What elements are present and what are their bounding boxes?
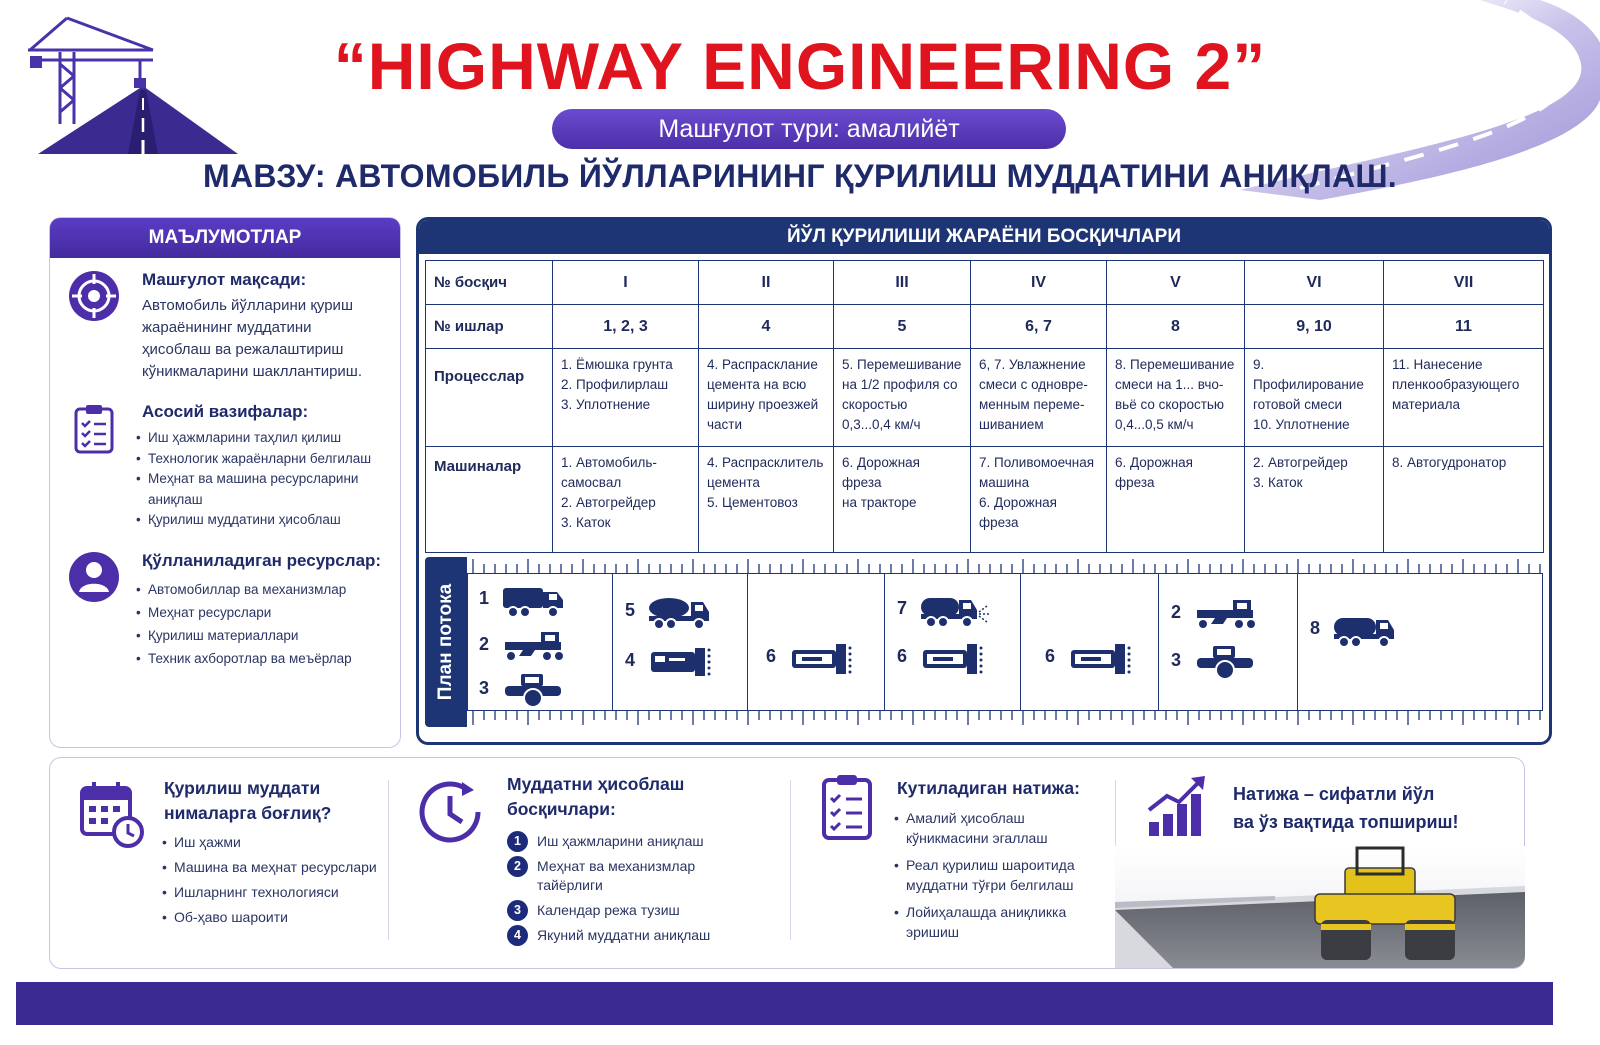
depends-title-line: нималарга боғлиқ? — [164, 803, 332, 823]
list-item — [507, 901, 777, 920]
flow-cell — [748, 574, 885, 710]
info-panel — [49, 217, 401, 748]
table-row-processes — [426, 349, 1544, 447]
list-item: • Иш ҳажми — [162, 830, 387, 855]
list-item — [507, 832, 777, 851]
works-cell: 5 — [834, 305, 971, 349]
stage-cell: II — [699, 261, 834, 305]
steps-title — [507, 772, 684, 822]
step-number-badge: 2 — [507, 856, 528, 877]
processes-cell — [1384, 349, 1544, 447]
list-item — [507, 926, 777, 945]
cement-truck-icon — [647, 594, 719, 632]
flow-plan — [425, 557, 1543, 727]
result-section — [1115, 758, 1525, 968]
row-header-processes: Процесслар — [426, 349, 553, 447]
goal-text — [142, 295, 392, 383]
processes-text: 11. Нанесение пленкообразующего материала — [1392, 357, 1520, 412]
stage-cell: VII — [1384, 261, 1544, 305]
timeline-ruler-top — [467, 557, 1543, 573]
checklist-icon — [814, 772, 886, 844]
stages-table — [425, 260, 1544, 553]
list-item: • Технологик жараёнларни белгилаш — [136, 449, 401, 470]
machine-number: 3 — [1171, 650, 1182, 670]
tasks-list — [136, 428, 401, 531]
processes-text: 6, 7. Увлажнение смеси с одновре- менным переме- шиванием — [979, 357, 1088, 432]
main-title: “HIGHWAY ENGINEERING 2” — [333, 29, 1267, 103]
tasks-section — [68, 402, 388, 532]
step-number-badge: 3 — [507, 900, 528, 921]
processes-cell — [553, 349, 699, 447]
stages-heading: ЙЎЛ ҚУРИЛИШИ ЖАРАЁНИ БОСҚИЧЛАРИ — [419, 220, 1549, 254]
list-item — [894, 902, 1109, 942]
list-item — [507, 857, 777, 895]
flow-cell — [1021, 574, 1159, 710]
result-title-line: Натижа – сифатли йўл — [1233, 784, 1435, 804]
topic-heading: МАВЗУ: АВТОМОБИЛЬ ЙЎЛЛАРИНИНГ ҚУРИЛИШ МУДДАТИНИ АНИҚЛАШ. — [202, 158, 1398, 194]
grader-icon — [501, 628, 573, 666]
road-roller-photo — [1115, 846, 1525, 968]
expected-text: • Реал қурилиш шароитида муддатни тўғри белгилаш — [906, 857, 1075, 893]
processes-text: 8. Перемешивание смеси на 1... вчо- вьё со скоростью 0,4...0,5 км/ч — [1115, 357, 1235, 432]
step-number-badge: 1 — [507, 831, 528, 852]
watering-truck-icon — [919, 592, 991, 630]
tasks-title: Асосий вазифалар: — [142, 402, 309, 421]
goal-line: Автомобиль йўлларини қуриш — [142, 297, 353, 314]
processes-cell — [834, 349, 971, 447]
works-cell: 1, 2, 3 — [553, 305, 699, 349]
section-divider — [388, 780, 389, 940]
step-number-badge: 4 — [507, 925, 528, 946]
machine-number: 7 — [897, 598, 908, 618]
processes-cell — [699, 349, 834, 447]
machines-cell — [1245, 447, 1384, 553]
list-item: • Техник ахборотлар ва меъёрлар — [136, 647, 401, 670]
machines-text: 2. Автогрейдер 3. Каток — [1253, 455, 1348, 490]
resources-title: Қўлланиладиган ресурслар: — [142, 551, 382, 570]
expected-text: • Амалий ҳисоблаш кўникмасини эгаллаш — [906, 810, 1048, 846]
list-item: • Машина ва меҳнат ресурслари — [162, 855, 387, 880]
roller-icon — [1193, 644, 1265, 682]
list-item: • Автомобиллар ва механизмлар — [136, 578, 401, 601]
step-text: Меҳнат ва механизмлар тайёрлиги — [537, 858, 696, 893]
flow-plan-label-text: План потока — [435, 583, 456, 701]
list-item: • Қурилиш материаллари — [136, 624, 401, 647]
works-cell: 8 — [1107, 305, 1245, 349]
steps-section — [390, 758, 790, 968]
list-item: • Қурилиш муддатини ҳисоблаш — [136, 510, 401, 531]
grader-icon — [1193, 596, 1265, 634]
table-row-stage — [426, 261, 1544, 305]
road-mill-icon — [919, 640, 991, 678]
list-item: • Меҳнат ва машина ресурсларини аниқлаш — [136, 469, 401, 510]
flow-cells — [467, 573, 1543, 711]
stage-cell: VI — [1245, 261, 1384, 305]
resources-list — [136, 578, 401, 670]
depends-list — [162, 830, 387, 930]
machines-cell — [971, 447, 1107, 553]
list-item — [894, 808, 1109, 848]
clipboard-checklist-icon — [68, 402, 120, 454]
stage-cell: IV — [971, 261, 1107, 305]
works-cell: 4 — [699, 305, 834, 349]
machines-text: 8. Автогудронатор — [1392, 455, 1507, 470]
stage-cell: I — [553, 261, 699, 305]
machine-number: 6 — [897, 646, 908, 666]
machines-cell — [1107, 447, 1245, 553]
processes-text: 1. Ёмюшка грунта 2. Профилирлаш 3. Уплотнение — [561, 357, 673, 412]
machines-text: 1. Автомобиль- самосвал 2. Автогрейдер 3. Каток — [561, 455, 657, 530]
machines-text: 7. Поливомоечная машина 6. Дорожная фреза — [979, 455, 1095, 530]
expected-title: Кутиладиган натижа: — [897, 778, 1080, 798]
machines-cell — [553, 447, 699, 553]
dump-truck-icon — [501, 582, 573, 620]
tanker-truck-icon — [1332, 612, 1404, 650]
lesson-type-badge: Машғулот тури: амалийёт — [552, 109, 1066, 149]
machine-number: 1 — [479, 588, 490, 608]
summary-panel — [49, 757, 1525, 969]
expected-section — [790, 758, 1115, 968]
processes-cell — [1107, 349, 1245, 447]
depends-title-line: Қурилиш муддати — [164, 778, 321, 798]
list-item — [894, 855, 1109, 895]
flow-cell — [467, 574, 613, 710]
road-mill-icon — [788, 640, 860, 678]
expected-list — [894, 808, 1109, 942]
goal-line: ҳисоблаш ва режалаштириш — [142, 341, 344, 358]
machines-text: 6. Дорожная фреза на тракторе — [842, 455, 920, 510]
user-icon — [68, 551, 120, 603]
steps-title-line: Муддатни ҳисоблаш — [507, 774, 685, 794]
machines-text: 6. Дорожная фреза — [1115, 455, 1193, 490]
row-header-works: № ишлар — [426, 305, 553, 349]
growth-chart-icon — [1145, 774, 1209, 840]
machine-number: 3 — [479, 678, 490, 698]
machine-number: 5 — [625, 600, 636, 620]
row-header-stage: № босқич — [426, 261, 553, 305]
flow-cell — [1298, 574, 1458, 710]
step-text: Календар режа тузиш — [537, 902, 680, 918]
goal-title: Машғулот мақсади: — [142, 270, 307, 289]
machines-cell — [699, 447, 834, 553]
machine-number: 8 — [1310, 618, 1321, 638]
works-cell: 6, 7 — [971, 305, 1107, 349]
steps-list — [507, 832, 777, 951]
road-mill-icon — [1067, 640, 1139, 678]
clock-icon — [416, 776, 488, 848]
step-text: Якуний муддатни аниқлаш — [537, 927, 711, 943]
result-title — [1233, 780, 1459, 836]
goal-line: жараёнининг муддатини — [142, 319, 312, 336]
target-icon — [68, 270, 120, 322]
flow-cell — [885, 574, 1021, 710]
flow-cell — [613, 574, 748, 710]
roller-icon — [501, 672, 573, 710]
goal-section — [68, 270, 388, 380]
list-item: • Иш ҳажмларини таҳлил қилиш — [136, 428, 401, 449]
works-cell: 11 — [1384, 305, 1544, 349]
expected-text: • Лойиҳалашда аниқликка эришиш — [906, 904, 1067, 940]
machine-number: 4 — [625, 650, 636, 670]
machines-cell — [1384, 447, 1544, 553]
depends-title — [164, 776, 331, 826]
list-item: • Об-ҳаво шароити — [162, 905, 387, 930]
machine-number: 2 — [1171, 602, 1182, 622]
resources-section — [68, 551, 388, 681]
flow-cell — [1159, 574, 1298, 710]
stage-cell: III — [834, 261, 971, 305]
processes-text: 4. Распрасклание цемента на всю ширину проезжей части — [707, 357, 819, 432]
works-cell: 9, 10 — [1245, 305, 1384, 349]
depends-section — [50, 758, 390, 968]
calendar-clock-icon — [76, 778, 148, 850]
stages-panel — [416, 217, 1552, 745]
step-text: Иш ҳажмларини аниқлаш — [537, 833, 704, 849]
flow-plan-label — [425, 557, 467, 727]
machine-number: 2 — [479, 634, 490, 654]
footer-bar — [16, 982, 1553, 1025]
list-item: • Меҳнат ресурслари — [136, 601, 401, 624]
spreader-icon — [647, 644, 719, 682]
machine-number: 6 — [766, 646, 777, 666]
goal-line: кўникмаларини шакллантириш. — [142, 363, 362, 380]
steps-title-line: босқичлари: — [507, 799, 616, 819]
machines-cell — [834, 447, 971, 553]
table-row-machines — [426, 447, 1544, 553]
row-header-machines: Машиналар — [426, 447, 553, 553]
result-title-line: ва ўз вақтида топшириш! — [1233, 812, 1459, 832]
machines-text: 4. Распрасклитель цемента 5. Цементовоз — [707, 455, 824, 510]
table-row-works — [426, 305, 1544, 349]
timeline-ruler-bottom — [467, 711, 1543, 727]
list-item: • Ишларнинг технологияси — [162, 880, 387, 905]
info-panel-heading: МАЪЛУМОТЛАР — [50, 218, 400, 258]
machine-number: 6 — [1045, 646, 1056, 666]
stage-cell: V — [1107, 261, 1245, 305]
processes-text: 5. Перемешивание на 1/2 профиля со скоростью 0,3...0,4 км/ч — [842, 357, 962, 432]
processes-text: 9. Профилирование готовой смеси 10. Уплотнение — [1253, 357, 1364, 432]
processes-cell — [971, 349, 1107, 447]
processes-cell — [1245, 349, 1384, 447]
